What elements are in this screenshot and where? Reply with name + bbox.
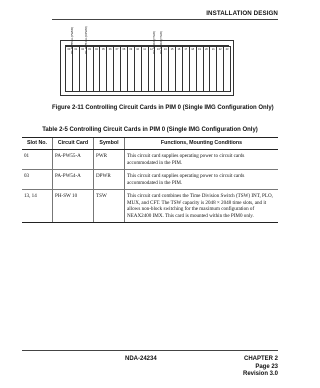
slot-number: 05 (101, 48, 105, 51)
slot-number: 04 (94, 48, 98, 51)
slot-15 (169, 47, 176, 91)
card-label: PA-PW55-A (PWR0) (69, 26, 74, 54)
slot-08 (121, 47, 128, 91)
slot-03 (83, 26, 94, 91)
footer-page-info (243, 356, 278, 379)
slot-20 (204, 47, 211, 91)
cell-card: PH-SW 10 (53, 189, 94, 223)
slot-number: 01 (74, 48, 78, 51)
slot-10 (135, 47, 142, 91)
slot-number: 09 (129, 48, 133, 51)
cell-card: PA-PW54-A (53, 169, 94, 189)
slot-number: 00 (67, 48, 71, 51)
circuit-card-table (22, 137, 278, 223)
card-label: PA-PW54-A (DPWR) (83, 26, 88, 54)
footer-revision: Revision 3.0 (242, 371, 278, 377)
slot-number: 07 (115, 48, 119, 51)
slot-18 (190, 47, 197, 91)
slot-23 (224, 47, 230, 91)
slot-number: 21 (211, 48, 215, 51)
slot-number: 22 (218, 48, 222, 51)
footer-chapter: CHAPTER 2 (243, 356, 278, 362)
cell-functions: This circuit card supplies operating power to circuit cards accommodated in the PIM. (125, 150, 279, 170)
cell-functions: This circuit card supplies operating power to circuit cards accommodated in the PIM. (125, 169, 279, 189)
footer-page: Page 23 (255, 363, 278, 370)
table-row (22, 150, 278, 170)
slot-number: 23 (225, 48, 229, 51)
slot-number: 06 (108, 48, 112, 51)
slot-21 (210, 47, 217, 91)
footer-doc-number: NDA-24234 (125, 356, 157, 362)
header-title: INSTALLATION DESIGN (206, 10, 278, 17)
slot-number: 18 (191, 48, 195, 51)
slot-number: 14 (163, 48, 167, 51)
cell-symbol: DPWR (94, 169, 125, 189)
cell-symbol: TSW (94, 189, 125, 223)
col-header-symbol: Symbol (94, 138, 125, 150)
slot-06 (107, 47, 114, 91)
slot-number: 16 (177, 48, 181, 51)
table-header-row (22, 138, 278, 150)
col-header-functions: Functions, Mounting Conditions (125, 138, 279, 150)
slot-04 (94, 47, 101, 91)
figure-caption: Figure 2-11 Controlling Circuit Cards in PIM 0 (Single IMG Configuration Only) (52, 105, 274, 111)
slot-number: 20 (204, 48, 208, 51)
slot-19 (197, 47, 204, 91)
cell-functions: This circuit card combines the Time Division Switch (TSW) INT, PLO, MUX, and CFT. The TSW capacity is 2048 × 2048 time slots, and it allows non-block switching for the maximum configuration of NEAX2400 IMX. This card is mounted within the PIM0 only. (125, 189, 279, 223)
cell-slot: 13, 14 (22, 189, 53, 223)
card-label: PH-SW10 (TSW) (152, 31, 157, 54)
slot-05 (100, 47, 107, 91)
col-header-slot: Slot No. (22, 138, 53, 150)
slot-row (65, 26, 231, 92)
slot-11 (142, 47, 149, 91)
slot-22 (217, 47, 224, 91)
table-row (22, 169, 278, 189)
table-caption: Table 2-5 Controlling Circuit Cards in PIM 0 (Single IMG Configuration Only) (42, 127, 258, 133)
footer-rule (22, 350, 278, 351)
table-row (22, 189, 278, 223)
header-rule (52, 19, 278, 20)
slot-number-divider (65, 45, 229, 46)
slot-01 (69, 26, 80, 91)
slot-number: 12 (149, 48, 153, 51)
slot-17 (183, 47, 190, 91)
slot-number: 13 (156, 48, 160, 51)
slot-16 (176, 47, 183, 91)
cell-card: PA-PW55-A (53, 150, 94, 170)
slot-number: 17 (184, 48, 188, 51)
slot-number: 15 (170, 48, 174, 51)
cell-symbol: PWR (94, 150, 125, 170)
slot-number: 19 (198, 48, 201, 51)
card-label: PH-SW10 (TSW) (159, 31, 164, 54)
cell-slot: 03 (22, 169, 53, 189)
col-header-card: Circuit Card (53, 138, 94, 150)
slot-number: 03 (88, 48, 91, 51)
slot-07 (114, 47, 121, 91)
cell-slot: 01 (22, 150, 53, 170)
slot-number: 02 (81, 48, 85, 51)
slot-09 (128, 47, 135, 91)
slot-14 (159, 31, 169, 91)
slot-number: 10 (136, 48, 140, 51)
slot-number: 11 (143, 48, 146, 51)
slot-number: 08 (122, 48, 126, 51)
pim-slot-diagram (60, 26, 234, 96)
